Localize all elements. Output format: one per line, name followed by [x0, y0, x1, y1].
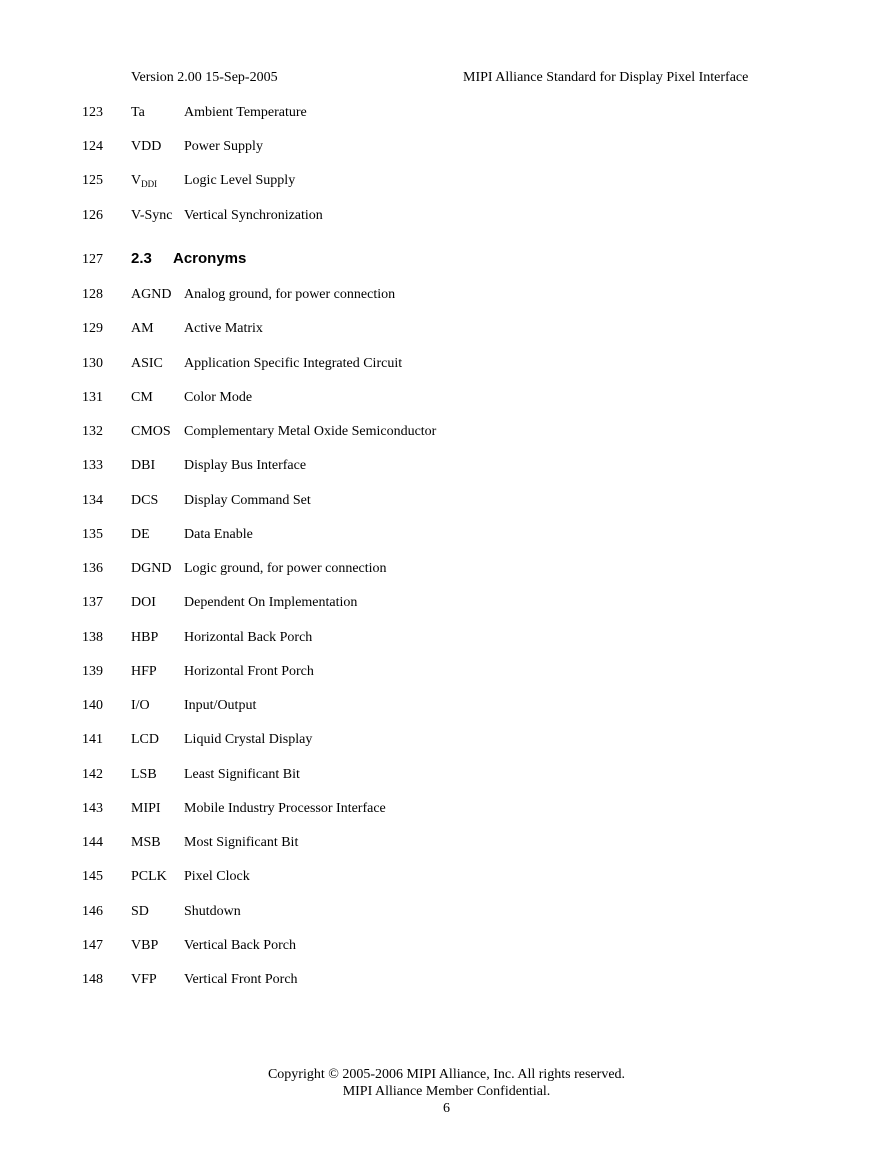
line-number: 126: [82, 208, 103, 223]
acronym-definition: Dependent On Implementation: [184, 595, 358, 610]
list-item: [0, 664, 893, 684]
acronym-definition: Vertical Back Porch: [184, 938, 296, 953]
list-item: [0, 869, 893, 889]
acronym-term: HFP: [131, 664, 157, 679]
footer-confidential: MIPI Alliance Member Confidential.: [342, 1084, 551, 1099]
line-number: 142: [82, 767, 103, 782]
line-number: 134: [82, 493, 103, 508]
acronym-term: ASIC: [131, 356, 163, 371]
line-number: 136: [82, 561, 103, 576]
acronym-term: DBI: [131, 458, 156, 473]
symbol-term-subscript: DDI: [141, 179, 158, 189]
symbol-definition: Logic Level Supply: [184, 173, 296, 188]
line-number: 124: [82, 139, 103, 154]
symbol-term: [131, 173, 157, 189]
acronym-definition: Color Mode: [184, 390, 253, 405]
list-item: [0, 287, 893, 307]
acronym-term: DE: [131, 527, 150, 542]
acronym-definition: Analog ground, for power connection: [184, 287, 396, 302]
acronym-definition: Least Significant Bit: [184, 767, 300, 782]
acronym-definition: Display Bus Interface: [184, 458, 307, 473]
line-number: 137: [82, 595, 103, 610]
line-number: 127: [82, 252, 103, 267]
acronym-term: DOI: [131, 595, 156, 610]
header-version: Version 2.00 15-Sep-2005: [131, 70, 278, 85]
line-number: 144: [82, 835, 103, 850]
line-number: 132: [82, 424, 103, 439]
section-heading: [0, 252, 893, 272]
section-title: Acronyms: [173, 250, 247, 267]
acronym-definition: Logic ground, for power connection: [184, 561, 387, 576]
acronym-term: AGND: [131, 287, 172, 302]
acronym-definition: Shutdown: [184, 904, 241, 919]
list-item: [0, 767, 893, 787]
list-item: [0, 595, 893, 615]
acronym-term: VBP: [131, 938, 159, 953]
list-item: [0, 801, 893, 821]
list-item: [0, 390, 893, 410]
acronym-definition: Horizontal Front Porch: [184, 664, 314, 679]
line-number: 147: [82, 938, 103, 953]
symbol-definition: Ambient Temperature: [184, 105, 307, 120]
list-item: [0, 527, 893, 547]
list-item: [0, 630, 893, 650]
list-item: [0, 493, 893, 513]
acronym-term: CMOS: [131, 424, 171, 439]
acronym-definition: Complementary Metal Oxide Semiconductor: [184, 424, 437, 439]
line-number: 128: [82, 287, 103, 302]
line-number: 129: [82, 321, 103, 336]
acronym-definition: Data Enable: [184, 527, 253, 542]
list-item: [0, 904, 893, 924]
acronym-definition: Mobile Industry Processor Interface: [184, 801, 386, 816]
acronym-definition: Horizontal Back Porch: [184, 630, 313, 645]
acronym-term: LSB: [131, 767, 157, 782]
line-number: 138: [82, 630, 103, 645]
acronym-term: DCS: [131, 493, 159, 508]
acronym-definition: Active Matrix: [184, 321, 263, 336]
list-item: [0, 835, 893, 855]
list-item: [0, 139, 893, 159]
list-item: [0, 698, 893, 718]
symbol-definition: Vertical Synchronization: [184, 208, 323, 223]
acronym-term: PCLK: [131, 869, 167, 884]
line-number: 148: [82, 972, 103, 987]
line-number: 130: [82, 356, 103, 371]
acronym-term: SD: [131, 904, 149, 919]
list-item: [0, 105, 893, 125]
acronym-definition: Application Specific Integrated Circuit: [184, 356, 403, 371]
acronym-term: MIPI: [131, 801, 161, 816]
line-number: 141: [82, 732, 103, 747]
symbol-term: Ta: [131, 105, 145, 120]
symbol-definition: Power Supply: [184, 139, 263, 154]
acronym-term: MSB: [131, 835, 161, 850]
line-number: 135: [82, 527, 103, 542]
list-item: [0, 208, 893, 228]
section-number: 2.3: [131, 250, 152, 267]
list-item: [0, 321, 893, 341]
symbol-term-base: V: [131, 173, 142, 188]
acronym-term: CM: [131, 390, 153, 405]
list-item: [0, 424, 893, 444]
acronym-term: DGND: [131, 561, 172, 576]
acronym-definition: Input/Output: [184, 698, 257, 713]
footer-page-number: 6: [443, 1101, 450, 1116]
footer-copyright: Copyright © 2005-2006 MIPI Alliance, Inc. All rights reserved.: [267, 1067, 626, 1082]
acronym-definition: Vertical Front Porch: [184, 972, 298, 987]
acronym-term: HBP: [131, 630, 159, 645]
header-document-title: MIPI Alliance Standard for Display Pixel Interface: [463, 70, 749, 85]
line-number: 145: [82, 869, 103, 884]
line-number: 123: [82, 105, 103, 120]
acronym-definition: Pixel Clock: [184, 869, 250, 884]
acronym-term: I/O: [131, 698, 150, 713]
line-number: 125: [82, 173, 103, 188]
acronym-definition: Most Significant Bit: [184, 835, 299, 850]
line-number: 139: [82, 664, 103, 679]
line-number: 131: [82, 390, 103, 405]
line-number: 146: [82, 904, 103, 919]
acronym-term: VFP: [131, 972, 157, 987]
list-item: [0, 356, 893, 376]
list-item: [0, 458, 893, 478]
line-number: 143: [82, 801, 103, 816]
list-item: [0, 561, 893, 581]
list-item: [0, 732, 893, 752]
acronym-definition: Display Command Set: [184, 493, 311, 508]
list-item: [0, 972, 893, 992]
line-number: 133: [82, 458, 103, 473]
symbol-term: V-Sync: [131, 208, 173, 223]
symbol-term: VDD: [131, 139, 162, 154]
acronym-term: AM: [131, 321, 154, 336]
line-number: 140: [82, 698, 103, 713]
list-item: [0, 173, 893, 193]
acronym-definition: Liquid Crystal Display: [184, 732, 313, 747]
acronym-term: LCD: [131, 732, 159, 747]
list-item: [0, 938, 893, 958]
